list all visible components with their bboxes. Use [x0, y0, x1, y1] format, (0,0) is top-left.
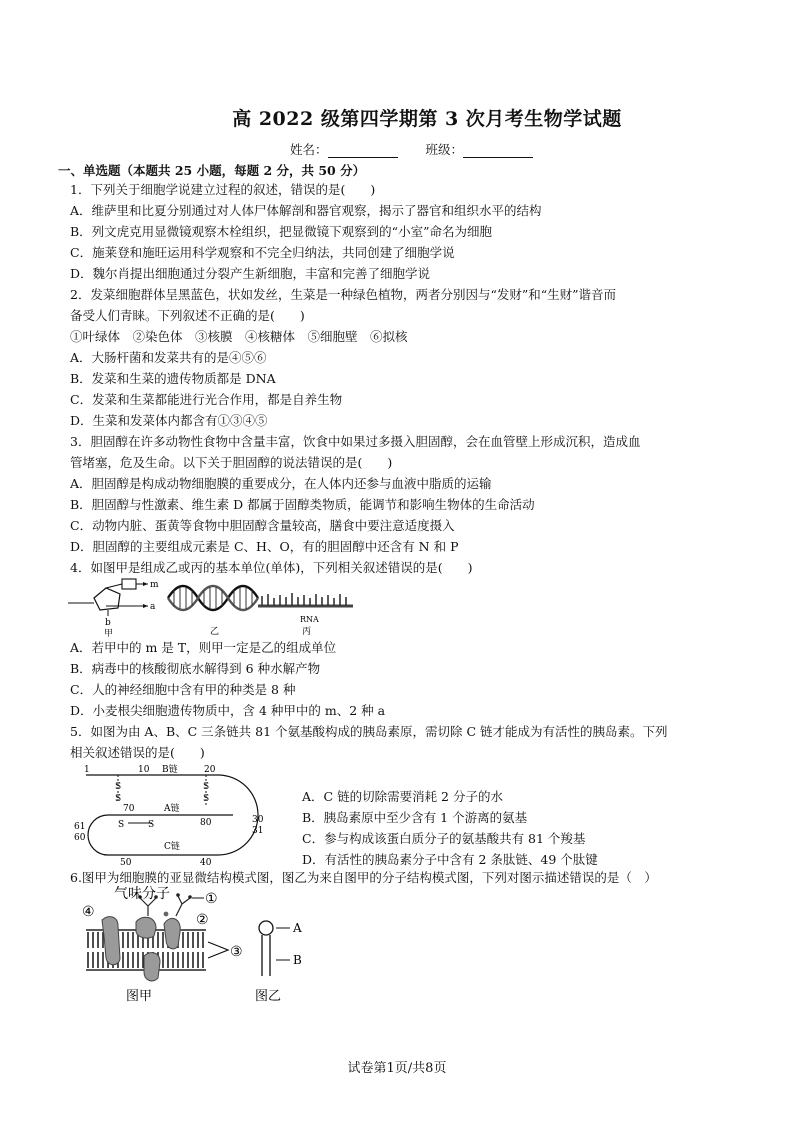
q1-stem: 1．下列关于细胞学说建立过程的叙述，错误的是( ) — [70, 182, 376, 197]
q5-stem-line1: 5．如图为由 A、B、C 三条链共 81 个氨基酸构成的胰岛素原，需切除 C 链才能成为有活性的胰岛素。下列 — [70, 724, 668, 739]
q5-insulin-diagram — [68, 763, 278, 867]
fig-num-70: 70 — [123, 804, 135, 814]
q3-option-c: C．动物内脏、蛋黄等食物中胆固醇含量较高，膳食中要注意适度摄入 — [70, 518, 455, 533]
q3-stem-line1: 3．胆固醇在许多动物性食物中含量丰富，饮食中如果过多摄入胆固醇，会在血管壁上形成沉积，造成血 — [70, 434, 641, 449]
q6-stem: 6.图甲为细胞膜的亚显微结构模式图，图乙为来自图甲的分子结构模式图，下列对图示描述错误的是（ ） — [70, 870, 657, 885]
dna-helix-diagram — [168, 586, 258, 637]
q4-option-b: B．病毒中的核酸彻底水解得到 6 种水解产物 — [70, 661, 321, 676]
fig-label-m: m — [150, 580, 159, 590]
q2-items: ①叶绿体 ②染色体 ③核膜 ④核糖体 ⑤细胞壁 ⑥拟核 — [70, 329, 408, 344]
name-label: 姓名： — [290, 142, 328, 157]
fig-label-cchain: C链 — [164, 842, 180, 852]
q4-figure — [68, 576, 368, 638]
q2-option-c: C．发菜和生菜都能进行光合作用，都是自养生物 — [70, 392, 343, 407]
q2-stem-line2: 备受人们青睐。下列叙述不正确的是( ) — [70, 308, 305, 323]
q4-option-d: D．小麦根尖细胞遗传物质中，含 4 种甲中的 m、2 种 a — [70, 703, 386, 718]
q4-option-c: C．人的神经细胞中含有甲的种类是 8 种 — [70, 682, 296, 697]
fig-label-bing: 丙 — [302, 627, 312, 637]
fig-num-10: 10 — [138, 765, 150, 775]
fig-label-rna: RNA — [300, 615, 319, 624]
fig-circle-2: ② — [196, 912, 209, 928]
q5-option-b: B．胰岛素原中至少含有 1 个游离的氨基 — [302, 810, 528, 825]
fig-label-jia: 甲 — [104, 629, 114, 638]
q2-option-d: D．生菜和发菜体内都含有①③④⑤ — [70, 413, 268, 428]
fig-label-achain: A链 — [164, 804, 180, 814]
fig-num-31: 31 — [252, 826, 264, 836]
rna-strand-diagram — [258, 593, 353, 637]
fig-s-5: S — [118, 820, 125, 830]
cell-membrane-figure — [82, 886, 243, 1004]
q1-option-c: C．施莱登和施旺运用科学观察和不完全归纳法，共同创建了细胞学说 — [70, 245, 455, 260]
q5-stem-line2: 相关叙述错误的是( ) — [70, 745, 205, 760]
q5-option-c: C．参与构成该蛋白质分子的氨基酸共有 81 个羧基 — [302, 831, 586, 846]
fig-s-6: S — [148, 820, 155, 830]
fig-s-1: S — [115, 782, 122, 792]
section-heading: 一、单选题（本题共 25 小题，每题 2 分，共 50 分） — [58, 163, 366, 178]
class-label: 班级： — [425, 142, 464, 157]
fig-label-yi: 图乙 — [255, 989, 282, 1004]
fig-num-80: 80 — [200, 818, 212, 828]
fig-num-60: 60 — [74, 833, 86, 843]
q5-option-d: D．有活性的胰岛素分子中含有 2 条肽链、49 个肽键 — [302, 852, 598, 867]
fig-label-odor: 气味分子 — [114, 886, 170, 902]
q3-option-b: B．胆固醇与性激素、维生素 D 都属于固醇类物质，能调节和影响生物体的生命活动 — [70, 497, 535, 512]
q4-stem: 4．如图甲是组成乙或丙的基本单位(单体)，下列相关叙述错误的是( ) — [70, 560, 473, 575]
student-info — [290, 140, 561, 158]
fig-label-bchain: B链 — [162, 765, 178, 775]
q3-option-a: A．胆固醇是构成动物细胞膜的重要成分，在人体内还参与血液中脂质的运输 — [70, 476, 492, 491]
nucleotide-diagram — [68, 579, 159, 638]
fig-label-yi: 乙 — [210, 627, 220, 637]
fig-circle-1: ① — [205, 891, 218, 907]
q1-option-d: D．魏尔肖提出细胞通过分裂产生新细胞，丰富和完善了细胞学说 — [70, 266, 431, 281]
page-footer: 试卷第1页/共8页 — [347, 1061, 447, 1076]
q2-option-b: B．发菜和生菜的遗传物质都是 DNA — [70, 371, 276, 386]
page-title: 高 2022 级第四学期第 3 次月考生物学试题 — [232, 108, 622, 130]
phospholipid-figure — [255, 921, 302, 1004]
q3-option-d: D．胆固醇的主要组成元素是 C、H、O，有的胆固醇中还含有 N 和 P — [70, 539, 459, 554]
fig-num-40: 40 — [200, 858, 212, 867]
fig-label-b: B — [293, 953, 302, 967]
fig-num-20: 20 — [204, 765, 216, 775]
q1-option-b: B．列文虎克用显微镜观察木栓组织，把显微镜下观察到的“小室”命名为细胞 — [70, 224, 492, 239]
class-blank[interactable] — [463, 145, 533, 158]
fig-circle-4: ④ — [82, 904, 95, 920]
fig-s-2: S — [115, 794, 122, 804]
q3-stem-line2: 管堵塞，危及生命。以下关于胆固醇的说法错误的是( ) — [70, 455, 393, 470]
fig-label-b: b — [105, 618, 111, 628]
fig-num-61: 61 — [74, 822, 86, 832]
q2-option-a: A．大肠杆菌和发菜共有的是④⑤⑥ — [70, 350, 267, 365]
fig-num-1: 1 — [84, 765, 90, 775]
q2-stem-line1: 2．发菜细胞群体呈黑蓝色，状如发丝，生菜是一种绿色植物，两者分别因与“发财”和“生财”谐音而 — [70, 287, 617, 302]
fig-label-a: a — [150, 602, 156, 612]
fig-label-a: A — [293, 921, 302, 935]
q5-option-a: A．C 链的切除需要消耗 2 分子的水 — [302, 789, 503, 804]
q1-option-a: A．维萨里和比夏分别通过对人体尸体解剖和器官观察，揭示了器官和组织水平的结构 — [70, 203, 542, 218]
fig-label-jia: 图甲 — [126, 989, 153, 1004]
fig-num-30: 30 — [252, 815, 264, 825]
q6-membrane-diagram — [78, 886, 328, 1008]
fig-s-4: S — [203, 794, 210, 804]
fig-circle-3: ③ — [230, 944, 243, 960]
fig-num-50: 50 — [120, 858, 132, 867]
fig-s-3: S — [203, 782, 210, 792]
q4-option-a: A．若甲中的 m 是 T，则甲一定是乙的组成单位 — [70, 640, 337, 655]
name-blank[interactable] — [328, 145, 398, 158]
